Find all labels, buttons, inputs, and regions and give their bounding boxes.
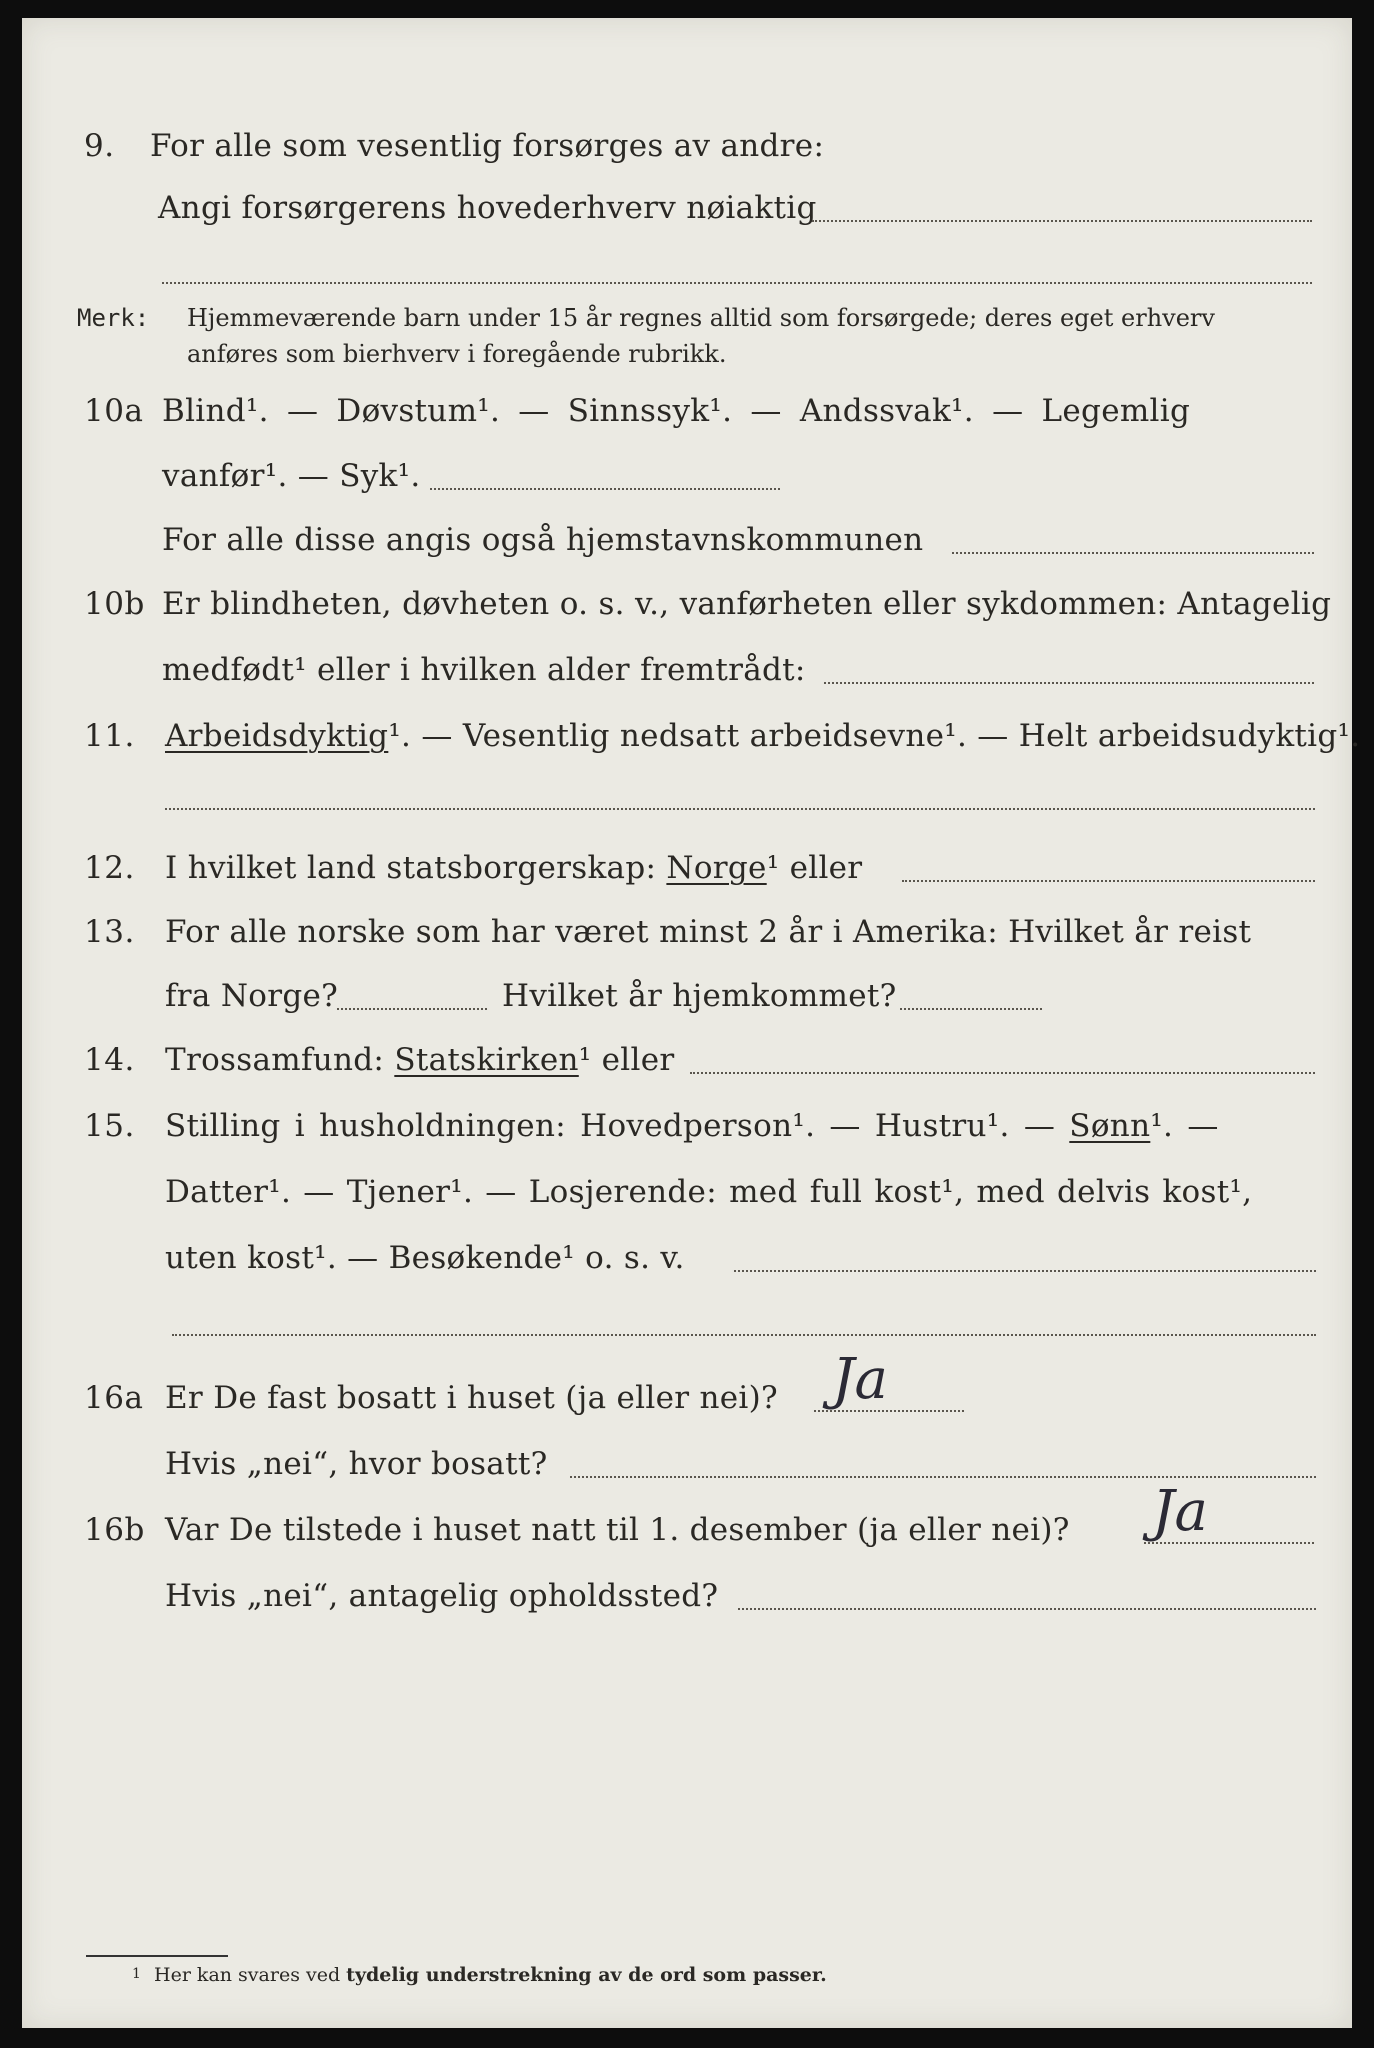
question-text: For alle norske som har været minst 2 år i Amerika: Hvilket år reist <box>165 914 1252 950</box>
answer-line[interactable] <box>570 1476 1316 1478</box>
question-9 <box>22 116 1352 176</box>
footnote-text-bold: tydelig understrekning av de ord som passer. <box>346 1964 827 1986</box>
note-text: anføres som bierhverv i foregående rubrikk. <box>187 340 727 368</box>
question-text: Er blindheten, døvheten o. s. v., vanførheten eller sykdommen: Antagelig <box>162 586 1332 622</box>
question-text: vanfør¹. — Syk¹. <box>162 458 421 494</box>
footnote-mark: 1 <box>132 1966 141 1982</box>
question-12 <box>22 838 1352 898</box>
question-10b-line2 <box>22 640 1352 700</box>
question-text: Blind¹. — Døvstum¹. — Sinnssyk¹. — Andssvak¹. — Legemlig <box>162 393 1191 429</box>
question-number: 16a <box>84 1380 144 1416</box>
handwritten-answer: Ja <box>1152 1479 1208 1544</box>
underlined-answer: Norge <box>666 850 767 886</box>
question-text <box>165 838 862 898</box>
answer-line[interactable] <box>824 682 1314 684</box>
answer-line[interactable] <box>337 1008 487 1010</box>
question-number: 11. <box>84 718 135 754</box>
question-text: Var De tilstede i huset natt til 1. desember (ja eller nei)? <box>165 1512 1070 1548</box>
question-16b-line2 <box>22 1566 1352 1626</box>
question-16a <box>22 1347 1352 1428</box>
question-text: Angi forsørgerens hovederhverv nøiaktig <box>158 190 817 226</box>
question-text: For alle disse angis også hjemstavnskommunen <box>162 522 924 558</box>
question-10b <box>22 574 1352 634</box>
answer-line[interactable] <box>812 220 1312 222</box>
question-number: 16b <box>84 1512 145 1548</box>
question-15-line2 <box>22 1162 1352 1222</box>
answer-line[interactable] <box>738 1608 1316 1610</box>
question-text-rest: ¹. — Vesentlig nedsatt arbeidsevne¹. — Helt arbeidsudyktig¹. <box>388 718 1361 754</box>
answer-line[interactable] <box>734 1270 1316 1272</box>
question-number: 9. <box>84 128 115 164</box>
answer-line[interactable] <box>690 1072 1315 1074</box>
answer-line[interactable] <box>900 1008 1042 1010</box>
footnote-text <box>154 1964 827 1986</box>
question-9-line2 <box>22 178 1352 238</box>
handwritten-answer: Ja <box>832 1347 888 1412</box>
question-text-post: ¹ eller <box>766 850 863 886</box>
note-text: Hjemmeværende barn under 15 år regnes alltid som forsørgede; deres eget erhverv <box>187 304 1215 332</box>
answer-line[interactable] <box>172 1334 1316 1336</box>
footnote-text-normal: Her kan svares ved <box>154 1964 341 1986</box>
question-text <box>165 1096 1219 1156</box>
question-text <box>165 706 1360 766</box>
question-number: 12. <box>84 850 135 886</box>
answer-line[interactable] <box>952 552 1314 554</box>
question-number: 10b <box>84 586 145 622</box>
question-text <box>165 1030 675 1090</box>
question-text: Hvilket år hjemkommet? <box>502 978 897 1014</box>
underlined-answer: Arbeidsdyktig <box>165 718 389 754</box>
question-14 <box>22 1030 1352 1090</box>
census-form-page <box>22 18 1361 2028</box>
question-text-pre: Trossamfund: <box>165 1042 385 1078</box>
question-text: Datter¹. — Tjener¹. — Losjerende: med full kost¹, med delvis kost¹, <box>165 1174 1253 1210</box>
note-label: Merk: <box>77 304 150 332</box>
question-10a-line3 <box>22 510 1352 570</box>
question-text-pre: I hvilket land statsborgerskap: <box>165 850 657 886</box>
question-15 <box>22 1096 1352 1156</box>
underlined-answer: Statskirken <box>394 1042 579 1078</box>
question-text: fra Norge? <box>165 978 339 1014</box>
question-text: Hvis „nei“, hvor bosatt? <box>165 1446 548 1482</box>
question-number: 15. <box>84 1108 135 1144</box>
question-number: 14. <box>84 1042 135 1078</box>
underlined-answer: Sønn <box>1069 1108 1151 1144</box>
question-13-line2 <box>22 966 1352 1026</box>
footnote-separator <box>86 1955 228 1957</box>
question-text: medfødt¹ eller i hvilken alder fremtrådt: <box>162 652 806 688</box>
question-text-post: ¹ eller <box>578 1042 675 1078</box>
question-10a-line2 <box>22 446 1352 506</box>
answer-line[interactable] <box>902 880 1315 882</box>
question-16b <box>22 1479 1352 1560</box>
question-text: Hvis „nei“, antagelig opholdssted? <box>165 1578 719 1614</box>
question-text-post: ¹. — <box>1150 1108 1219 1144</box>
question-text: Er De fast bosatt i huset (ja eller nei)? <box>165 1380 778 1416</box>
question-text: For alle som vesentlig forsørges av andre: <box>150 128 825 164</box>
answer-line[interactable] <box>165 808 1315 810</box>
question-number: 13. <box>84 914 135 950</box>
question-text-pre: Stilling i husholdningen: Hovedperson¹. — Hustru¹. — <box>165 1108 1056 1144</box>
question-number: 10a <box>84 393 144 429</box>
answer-line[interactable] <box>430 488 780 490</box>
question-13 <box>22 902 1352 962</box>
answer-line[interactable] <box>162 282 1312 284</box>
question-text: uten kost¹. — Besøkende¹ o. s. v. <box>165 1240 685 1276</box>
question-15-line3 <box>22 1228 1352 1288</box>
question-10a <box>22 381 1352 441</box>
question-11 <box>22 706 1361 766</box>
